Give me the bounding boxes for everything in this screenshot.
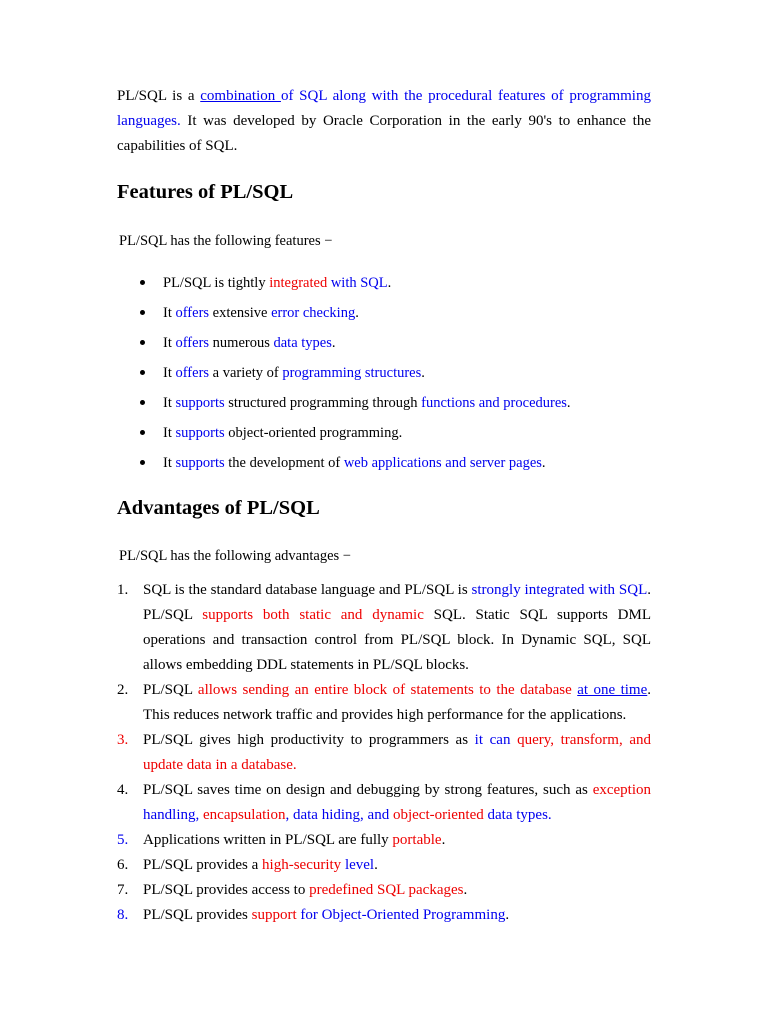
advantage-text: portable: [392, 832, 442, 848]
feature-text: error checking: [271, 305, 356, 321]
feature-text: a variety of: [209, 365, 283, 381]
intro-text-3: It was developed by Oracle Corporation in the early 90's to enhance the capabilities of SQL.: [117, 113, 651, 154]
advantage-text: for Object-Oriented Programming: [296, 907, 506, 923]
advantage-item: [117, 728, 651, 778]
feature-text: integrated: [269, 275, 328, 291]
advantage-text: PL/SQL: [143, 682, 198, 698]
intro-paragraph: [117, 84, 651, 159]
feature-text: web applications and server pages: [343, 455, 542, 471]
feature-text: programming structures: [282, 365, 422, 381]
advantage-text: . This reduces network traffic and provides high performance for the applications.: [143, 682, 652, 723]
feature-text: supports: [175, 455, 225, 471]
feature-item: [140, 392, 660, 422]
list-number: 1.: [117, 582, 129, 598]
feature-item: [140, 362, 660, 392]
feature-item: [140, 422, 660, 452]
advantage-text: supports both static and dynamic: [202, 607, 424, 623]
advantage-text: . PL/SQL: [143, 582, 651, 623]
feature-text: It: [163, 425, 176, 441]
advantage-text: at one time: [577, 682, 648, 698]
feature-text: .: [355, 305, 359, 321]
bullet-icon: [140, 280, 145, 285]
advantage-text: PL/SQL provides: [143, 907, 252, 923]
advantage-text: it can: [474, 732, 511, 748]
feature-text: It: [163, 305, 176, 321]
advantage-text: .: [505, 907, 510, 923]
feature-text: It: [163, 335, 176, 351]
advantage-text: , data hiding, and: [285, 807, 393, 823]
advantage-item: [117, 828, 651, 853]
list-number: 7.: [117, 882, 129, 898]
feature-text: It: [163, 395, 176, 411]
feature-text: with SQL: [327, 275, 388, 291]
feature-text: .: [541, 455, 546, 471]
advantage-item: [117, 878, 651, 903]
advantage-text: .: [441, 832, 446, 848]
feature-text: .: [331, 335, 336, 351]
advantage-text: high-security: [262, 857, 342, 873]
bullet-icon: [140, 430, 145, 435]
advantages-heading: Advantages of PL/SQL: [117, 497, 320, 519]
advantage-text: PL/SQL saves time on design and debugging by strong features, such as: [143, 782, 593, 798]
bullet-icon: [140, 400, 145, 405]
feature-text: offers: [175, 365, 210, 381]
advantage-text: PL/SQL gives high productivity to programmers as: [143, 732, 475, 748]
feature-text: data types: [273, 335, 332, 351]
advantage-text: level: [341, 857, 375, 873]
advantage-item: [117, 778, 651, 828]
bullet-icon: [140, 310, 145, 315]
feature-text: extensive: [209, 305, 272, 321]
feature-text: .: [387, 275, 392, 291]
advantage-text: PL/SQL provides access to: [143, 882, 310, 898]
features-lead: PL/SQL has the following features −: [119, 233, 333, 249]
advantage-text: exception: [592, 782, 651, 798]
feature-text: structured programming through: [224, 395, 422, 411]
advantage-item: [117, 578, 651, 678]
advantage-text: encapsulation: [203, 807, 286, 823]
list-number: 4.: [117, 782, 129, 798]
advantage-text: SQL is the standard database language and PL/SQL is: [143, 582, 472, 598]
feature-text: .: [566, 395, 571, 411]
feature-text: the development of: [224, 455, 344, 471]
feature-item: [140, 272, 660, 302]
intro-text-1: PL/SQL is a: [117, 88, 201, 104]
feature-item: [140, 302, 660, 332]
feature-text: supports: [175, 395, 225, 411]
intro-text-2: of SQL along with the procedural features of programming languages.: [117, 88, 651, 129]
feature-text: .: [421, 365, 425, 381]
feature-text: supports: [175, 425, 225, 441]
bullet-icon: [140, 340, 145, 345]
advantage-text: Applications written in PL/SQL are fully: [143, 832, 393, 848]
feature-text: It: [163, 455, 176, 471]
features-list: [140, 272, 660, 482]
advantage-text: predefined SQL packages: [309, 882, 464, 898]
feature-item: [140, 332, 660, 362]
advantage-text: PL/SQL provides a: [143, 857, 263, 873]
advantage-text: data types.: [483, 807, 552, 823]
combination-link[interactable]: combination: [200, 88, 281, 104]
advantage-item: [117, 678, 651, 728]
advantage-text: query, transform, and update data in a database.: [143, 732, 651, 773]
feature-text: It: [163, 365, 176, 381]
feature-text: functions and procedures: [421, 395, 567, 411]
advantage-text: strongly integrated with SQL: [471, 582, 648, 598]
advantages-list: [117, 578, 651, 928]
list-number: 3.: [117, 732, 129, 748]
advantage-text: support: [251, 907, 297, 923]
advantage-text: .: [463, 882, 468, 898]
feature-item: [140, 452, 660, 482]
feature-text: numerous: [209, 335, 274, 351]
list-number: 6.: [117, 857, 129, 873]
bullet-icon: [140, 460, 145, 465]
feature-text: offers: [175, 305, 210, 321]
advantages-lead: PL/SQL has the following advantages −: [119, 548, 351, 564]
bullet-icon: [140, 370, 145, 375]
advantage-text: allows sending an entire block of statements to the database: [197, 682, 572, 698]
feature-text: offers: [175, 335, 210, 351]
feature-text: object-oriented programming.: [224, 425, 403, 441]
features-heading: Features of PL/SQL: [117, 181, 294, 203]
advantage-item: [117, 903, 651, 928]
list-number: 5.: [117, 832, 129, 848]
advantage-text: handling,: [143, 807, 203, 823]
advantage-item: [117, 853, 651, 878]
list-number: 2.: [117, 682, 129, 698]
advantage-text: SQL. Static SQL supports DML operations and transaction control from PL/SQL block. In Dynamic SQL, SQL allows embedding DDL statements in PL/SQL blocks.: [143, 607, 652, 673]
advantage-text: object-oriented: [392, 807, 484, 823]
feature-text: PL/SQL is tightly: [163, 275, 270, 291]
advantage-text: .: [374, 857, 378, 873]
list-number: 8.: [117, 907, 129, 923]
